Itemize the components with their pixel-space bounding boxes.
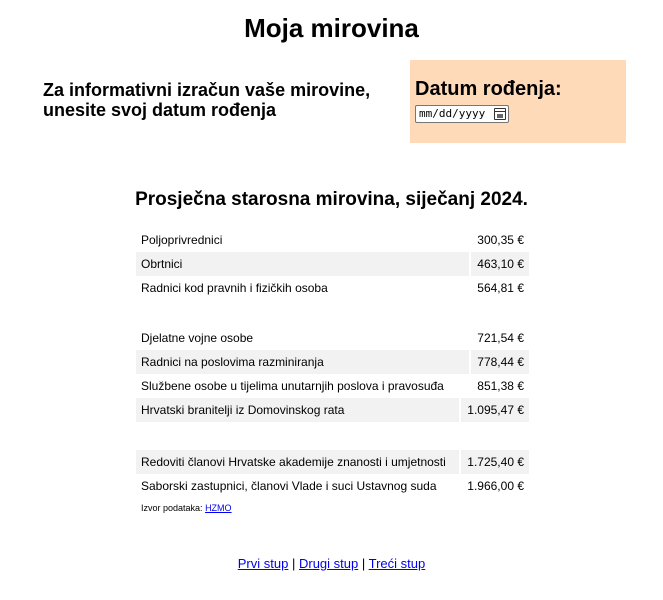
source-link-hzmo[interactable]: HZMO xyxy=(205,503,232,513)
birthdate-input[interactable] xyxy=(415,105,509,123)
table-row xyxy=(136,228,529,252)
row-value: 1.966,00 € xyxy=(467,479,524,493)
footer-link-drugi-stup[interactable]: Drugi stup xyxy=(298,556,359,571)
table-row xyxy=(136,252,529,276)
table-row xyxy=(136,374,529,398)
row-value: 721,54 € xyxy=(477,331,524,345)
pension-group-3 xyxy=(136,450,529,498)
pension-table-title: Prosječna starosna mirovina, siječanj 2024. xyxy=(135,189,528,210)
row-label: Saborski zastupnici, članovi Vlade i suci Ustavnog suda xyxy=(141,479,437,493)
birthdate-placeholder: mm/dd/yyyy xyxy=(419,107,486,120)
footer-separator: | xyxy=(291,556,296,571)
birthdate-label: Datum rođenja: xyxy=(415,78,562,100)
footer-nav xyxy=(0,556,663,571)
row-value: 300,35 € xyxy=(477,233,524,247)
row-label: Poljoprivrednici xyxy=(141,233,223,247)
row-label: Djelatne vojne osobe xyxy=(141,331,254,345)
row-value: 1.725,40 € xyxy=(459,450,524,474)
footer-link-treci-stup[interactable]: Treći stup xyxy=(368,556,426,571)
pension-group-2 xyxy=(136,326,529,422)
table-row xyxy=(136,398,529,422)
table-row xyxy=(136,474,529,498)
footer-separator: | xyxy=(361,556,366,571)
footer-link-prvi-stup[interactable]: Prvi stup xyxy=(237,556,289,571)
source-note xyxy=(141,503,232,513)
row-label: Radnici na poslovima razminiranja xyxy=(141,355,324,369)
row-value: 778,44 € xyxy=(469,350,524,374)
calendar-icon[interactable] xyxy=(494,108,506,120)
intro-text: Za informativni izračun vaše mirovine, unesite svoj datum rođenja xyxy=(43,80,371,120)
table-row xyxy=(136,276,529,300)
row-label: Radnici kod pravnih i fizičkih osoba xyxy=(141,281,328,295)
source-label: Izvor podataka: xyxy=(141,503,203,513)
row-value: 1.095,47 € xyxy=(459,398,524,422)
row-label: Redoviti članovi Hrvatske akademije znanosti i umjetnosti xyxy=(141,455,446,469)
table-row xyxy=(136,350,529,374)
table-row xyxy=(136,450,529,474)
page-title: Moja mirovina xyxy=(244,13,419,43)
row-value: 463,10 € xyxy=(469,252,524,276)
row-label: Službene osobe u tijelima unutarnjih poslova i pravosuđa xyxy=(141,379,444,393)
birthdate-panel xyxy=(410,60,626,143)
row-label: Obrtnici xyxy=(141,257,183,271)
table-row xyxy=(136,326,529,350)
row-label: Hrvatski branitelji iz Domovinskog rata xyxy=(141,403,345,417)
row-value: 851,38 € xyxy=(477,379,524,393)
pension-group-1 xyxy=(136,228,529,300)
row-value: 564,81 € xyxy=(477,281,524,295)
